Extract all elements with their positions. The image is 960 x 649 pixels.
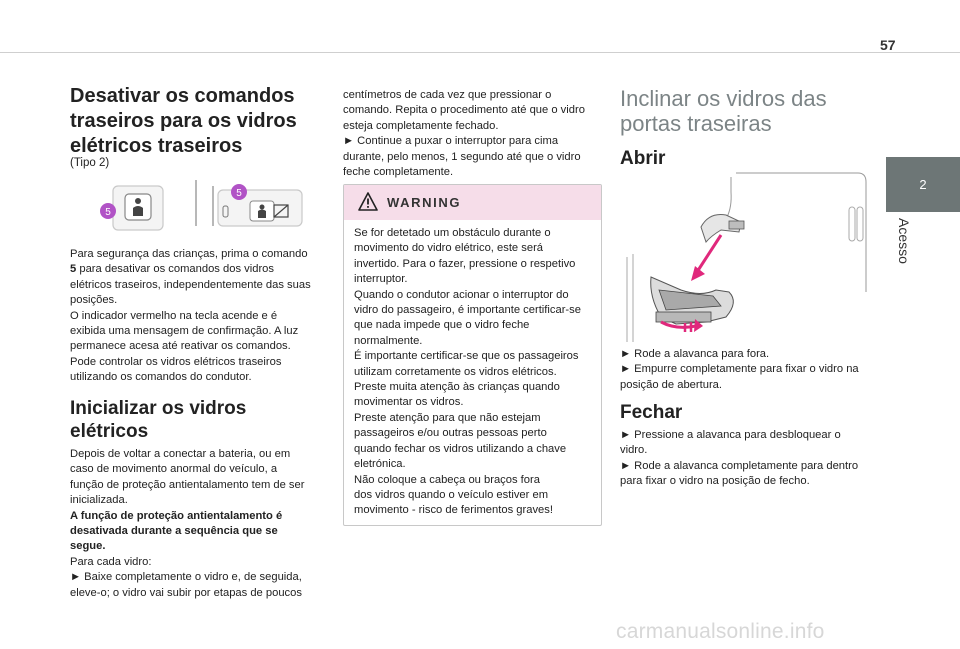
text-line: exibida uma mensagem de confirmação. A luz [70,325,299,338]
text-line: Depois de voltar a conectar a bateria, ou em [70,448,291,460]
text-line: centímetros de cada vez que pressionar o [343,89,552,101]
window-lever-illustration [621,172,871,342]
text-line: ► Baixe completamente o vidro e, de seguida, [70,571,302,584]
warning-box [343,184,602,526]
title-line: Inicializar os vidros [70,398,247,419]
title-line: elétricos [70,421,149,442]
text-line: que nada impede que o vidro feche [354,319,530,332]
paragraph-continue [343,88,608,180]
text-line: ► Continue a puxar o interruptor para cima [343,135,559,148]
text-line: eletrónica. [354,458,406,471]
text-line: vidro do passageiro, é importante certificar-se [354,304,581,317]
text-line: vidro. [620,444,648,457]
title-line: Desativar os comandos [70,85,295,107]
text-line: feche completamente. [343,166,454,179]
text-line: para desativar os comandos dos vidros [79,263,274,276]
section-title-tilt [620,86,860,136]
text-line: caso de movimento anormal do veículo, a [70,463,278,476]
text-line: Quando o condutor acionar o interruptor do [354,288,569,301]
text-line: posição de abertura. [620,378,722,391]
text-line: movimento - risco de ferimentos graves! [354,504,553,517]
badge-number: 5 [236,188,242,199]
subsection-close: Fechar [620,402,683,423]
text-line: passageiros e/ou outras pessoas perto [354,427,547,440]
text-line: movimentar os vidros. [354,396,464,409]
text-line: esteja completamente fechado. [343,119,499,132]
badge-number: 5 [105,207,111,218]
title-line: traseiros para os vidros [70,110,297,132]
text-line: Preste muita atenção às crianças quando [354,381,560,394]
text-line: ► Rode a alavanca para fora. [620,348,770,360]
title-line: Inclinar os vidros das [620,86,827,111]
text-line: inicializada. [70,494,128,507]
text-line: interruptor. [354,273,408,286]
type-label: (Tipo 2) [70,157,110,169]
text-line: invertido. Para o fazer, pressione o respetivo [354,257,576,270]
section-title-initialize [70,397,330,443]
bold-line: segue. [70,540,106,553]
text-line: Para segurança das crianças, prima o comando [70,248,308,260]
bold-ref: 5 [70,263,77,276]
warning-triangle-icon [358,192,378,211]
text-line: Preste atenção para que não estejam [354,411,541,424]
text-line: permanece acesa até reativar os comandos. [70,340,291,353]
text-line: ► Rode a alavanca completamente para dentro [620,459,859,472]
bold-line: A função de proteção antientalamento é [70,509,283,522]
section-title-deactivate [70,84,330,159]
text-line: ► Empurre completamente para fixar o vidro na [620,363,859,376]
paragraph-initialize [70,447,335,601]
paragraph-open [620,347,880,393]
text-line: para fixar o vidro na posição de fecho. [620,475,810,488]
text-line: ► Pressione a alavanca para desbloquear o [620,429,841,441]
page-number: 57 [880,37,896,53]
text-line: Para cada vidro: [70,555,152,568]
title-line: elétricos traseiros [70,135,243,157]
text-line: Se for detetado um obstáculo durante o [354,227,551,239]
text-line: Pode controlar os vidros elétricos traseiros [70,355,282,368]
paragraph-close [620,428,880,490]
subsection-open: Abrir [620,148,666,169]
text-line: normalmente. [354,334,423,347]
text-line: dos vidros quando o veículo estiver em [354,488,549,501]
bold-line: desativada durante a sequência que se [70,525,278,538]
title-line: portas traseiras [620,111,772,136]
text-line: elétricos traseiros, independentemente das suas [70,278,311,291]
text-line: É importante certificar-se que os passageiros [354,350,579,363]
warning-header [344,185,601,220]
header-rule [0,52,960,53]
text-line: eleve-o; o vidro vai subir por etapas de poucos [70,586,302,599]
text-line: Não coloque a cabeça ou braços fora [354,473,540,486]
watermark-text: carmanualsonline.info [616,620,825,643]
text-line: durante, pelo menos, 1 segundo até que o vidro [343,150,581,163]
text-line: função de proteção antientalamento tem de ser [70,478,305,491]
text-line: posições. [70,294,118,307]
text-line: utilizam corretamente os vidros elétricos. [354,365,557,378]
text-line: comando. Repita o procedimento até que o vidro [343,104,585,117]
warning-title: WARNING [387,195,462,210]
warning-text [354,226,594,519]
chapter-tab[interactable]: 2 [886,157,960,212]
text-line: O indicador vermelho na tecla acende e é [70,309,278,322]
text-line: utilizando os comandos do condutor. [70,371,252,384]
text-line: movimento do vidro elétrico, este será [354,242,544,255]
chapter-label: Acesso [896,218,912,264]
rear-window-lock-illustration [96,180,306,232]
text-line: quando fechar os vidros utilizando a chave [354,442,567,455]
paragraph-safety [70,247,335,386]
